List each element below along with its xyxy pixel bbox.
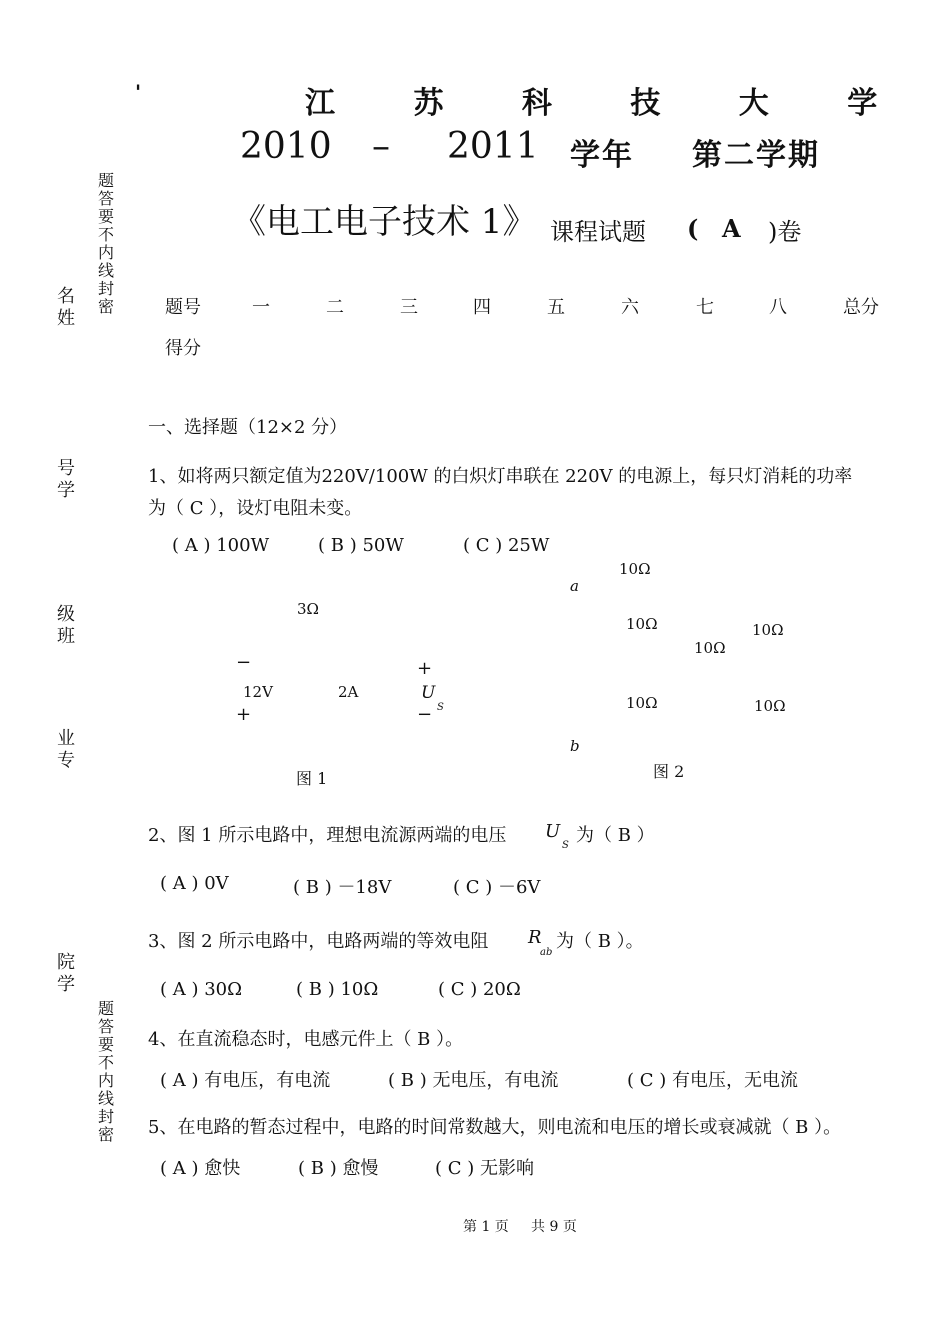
- academic-year-label: 学年: [570, 138, 634, 173]
- class-label: 级班: [57, 604, 75, 647]
- q2-text: 2、图 1 所示电路中，理想电流源两端的电压: [148, 825, 507, 846]
- q2-option-c: ( C ) －6V: [453, 877, 541, 898]
- q3-variable: R: [528, 927, 542, 948]
- paper-letter: A: [722, 214, 741, 243]
- binding-note-top: 题答要不内线封密: [97, 171, 114, 316]
- fig1-us-label: U: [421, 683, 436, 703]
- q3-option-c: ( C ) 20Ω: [438, 979, 521, 1000]
- q1-option-b: ( B ) 50W: [318, 535, 404, 556]
- fig2-r-left-upper: 10Ω: [626, 615, 658, 633]
- q3-text: 3、图 2 所示电路中，电路两端的等效电阻: [148, 931, 489, 952]
- fig1-resistor-label: 3Ω: [297, 600, 319, 618]
- score-header-7: 七: [696, 297, 714, 318]
- q4-text: 4、在直流稳态时，电感元件上（ B ）。: [148, 1029, 464, 1050]
- score-header-6: 六: [621, 297, 639, 318]
- q2-variable-subscript: S: [562, 840, 569, 851]
- q3-option-a: ( A ) 30Ω: [160, 979, 243, 1000]
- score-header-9: 总分: [843, 297, 879, 318]
- binding-note-bottom: 题答要不内线封密: [97, 999, 114, 1144]
- fig2-r-middle: 10Ω: [694, 639, 726, 657]
- university-name: 江 苏 科 技 大 学: [305, 86, 912, 121]
- q2-tail: 为（ B ）: [576, 825, 655, 846]
- q4-option-b: ( B ) 无电压，有电流: [388, 1070, 559, 1091]
- major-label: 业专: [57, 728, 75, 771]
- score-header-1: 一: [252, 297, 270, 318]
- score-header-3: 三: [400, 297, 418, 318]
- fig2-r-left-lower: 10Ω: [626, 694, 658, 712]
- q4-option-c: ( C ) 有电压，无电流: [627, 1070, 798, 1091]
- score-header-2: 二: [326, 297, 344, 318]
- fig1-current-label: 2A: [338, 683, 359, 701]
- fig2-r-right-lower: 10Ω: [754, 697, 786, 715]
- fig1-plus-us: +: [417, 658, 433, 679]
- year-dash: –: [372, 126, 390, 167]
- q2-option-b: ( B ) －18V: [293, 877, 392, 898]
- fig1-plus-bottom: +: [236, 704, 252, 725]
- fig2-node-b: b: [570, 737, 580, 755]
- score-header-8: 八: [769, 297, 787, 318]
- year-end: 2011: [447, 126, 539, 167]
- score-row-label: 得分: [165, 338, 201, 359]
- q2-variable: U: [545, 821, 561, 842]
- page-number: 第 1 页 共 9 页: [463, 1219, 577, 1235]
- fig1-caption: 图 1: [296, 769, 328, 788]
- q1-line2: 为（ C ），设灯电阻未变。: [148, 498, 363, 519]
- q5-option-a: ( A ) 愈快: [160, 1158, 241, 1179]
- q1-option-a: ( A ) 100W: [172, 535, 270, 556]
- fig1-us-subscript: S: [437, 702, 444, 713]
- q1-option-c: ( C ) 25W: [463, 535, 550, 556]
- fig2-r-top: 10Ω: [619, 560, 651, 578]
- q5-option-b: ( B ) 愈慢: [298, 1158, 379, 1179]
- fig2-caption: 图 2: [653, 762, 685, 781]
- fig1-minus-us: −: [417, 704, 433, 725]
- q3-variable-subscript: ab: [540, 947, 553, 958]
- paper-open-paren: (: [687, 214, 699, 243]
- name-label: 名姓: [57, 286, 75, 329]
- paper-close: )卷: [768, 218, 802, 246]
- q3-tail: 为（ B ）。: [556, 931, 644, 952]
- q3-option-b: ( B ) 10Ω: [296, 979, 379, 1000]
- score-header-0: 题号: [165, 297, 201, 318]
- fig1-voltage-label: 12V: [243, 683, 273, 701]
- student-id-label: 号学: [57, 458, 75, 501]
- tick-mark: ': [135, 80, 142, 104]
- q4-option-a: ( A ) 有电压，有电流: [160, 1070, 331, 1091]
- score-header-5: 五: [547, 297, 565, 318]
- q5-option-c: ( C ) 无影响: [435, 1158, 534, 1179]
- q1-line1: 1、如将两只额定值为220V/100W 的白炽灯串联在 220V 的电源上，每只灯消耗的功率: [148, 466, 853, 487]
- course-title: 《电工电子技术 1》: [232, 202, 537, 242]
- q5-text: 5、在电路的暂态过程中，电路的时间常数越大，则电流和电压的增长或衰减就（ B ）。: [148, 1117, 842, 1138]
- year-start: 2010: [240, 126, 332, 167]
- college-label: 院学: [57, 952, 75, 995]
- section-title: 一、选择题（12×2 分）: [148, 417, 348, 438]
- q2-option-a: ( A ) 0V: [160, 873, 229, 894]
- score-header-4: 四: [473, 297, 491, 318]
- exam-label: 课程试题: [550, 218, 646, 246]
- fig2-r-right-upper: 10Ω: [752, 621, 784, 639]
- semester-label: 第二学期: [692, 138, 820, 173]
- fig1-minus-top: −: [236, 652, 252, 673]
- fig2-node-a: a: [570, 577, 579, 595]
